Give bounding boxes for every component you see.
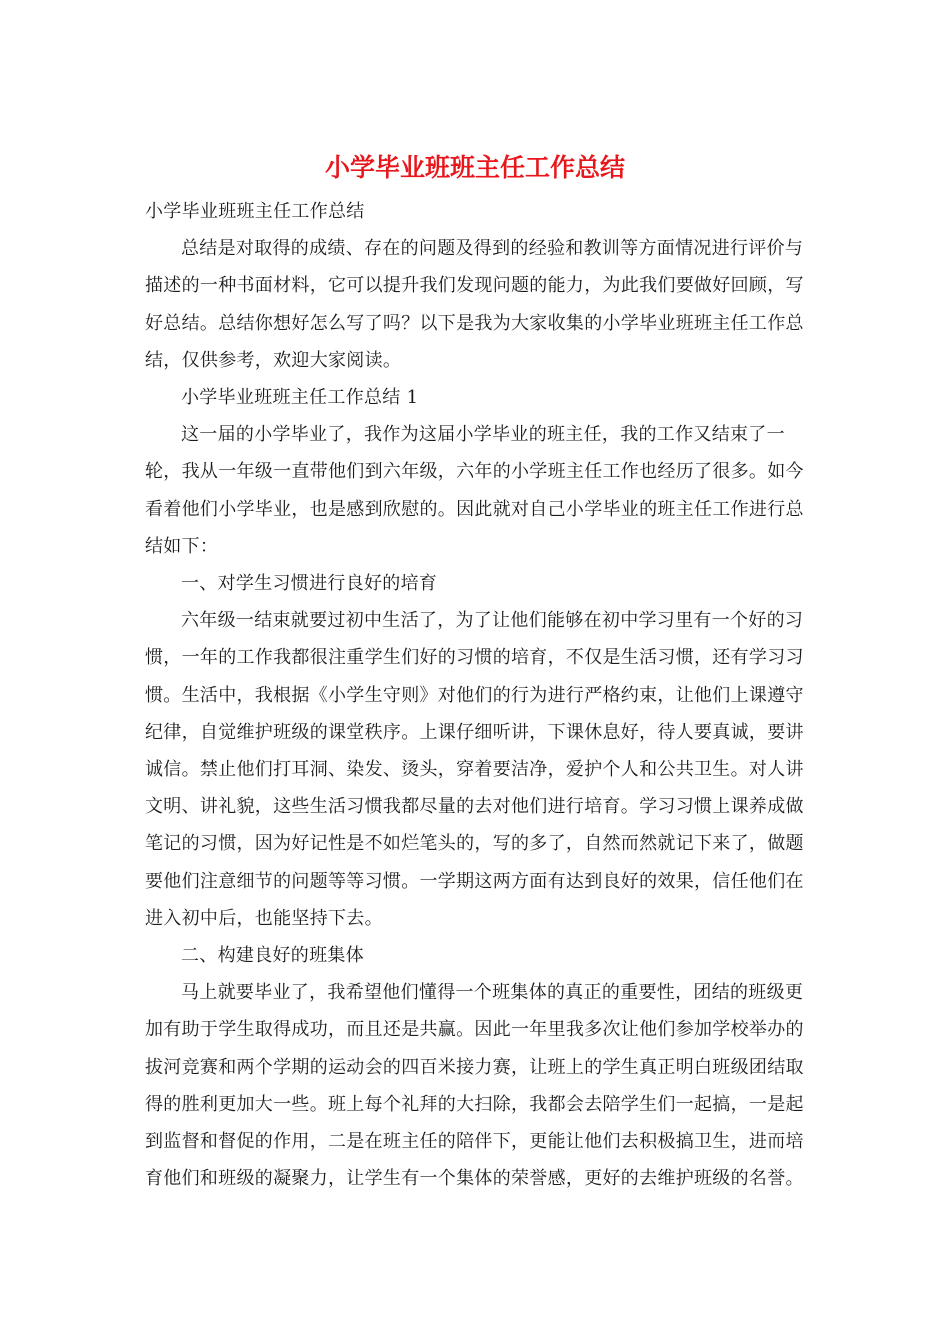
section-heading-1: 小学毕业班班主任工作总结 1 xyxy=(181,387,419,409)
document-title: 小学毕业班班主任工作总结 xyxy=(324,153,625,182)
subsection-heading-2: 二、构建良好的班集体 xyxy=(181,945,364,967)
body-paragraph-intro: 总结是对取得的成绩、存在的问题及得到的经验和教训等方面情况进行评价与描述的一种书面材料，它可以提升我们发现问题的能力，为此我们要做好回顾，写好总结。总结你想好怎么写了吗？以下是我为大家收集的小学毕业班班主任工作总结，仅供参考，欢迎大家阅读。 xyxy=(145,238,804,371)
body-paragraph: 六年级一结束就要过初中生活了，为了让他们能够在初中学习里有一个好的习惯，一年的工作我都很注重学生们好的习惯的培育，不仅是生活习惯，还有学习习惯。生活中，我根据《小学生守则》对他们的行为进行严格约束，让他们上课遵守纪律，自觉维护班级的课堂秩序。上课仔细听讲，下课休息好，待人要真诚，要讲诚信。禁止他们打耳洞、染发、烫头，穿着要洁净，爱护个人和公共卫生。对人讲文明、讲礼貌，这些生活习惯我都尽量的去对他们进行培育。学习习惯上课养成做笔记的习惯，因为好记性是不如烂笔头的，写的多了，自然而然就记下来了，做题要他们注意细节的问题等等习惯。一学期这两方面有达到良好的效果，信任他们在进入初中后，也能坚持下去。 xyxy=(145,610,804,929)
document-body xyxy=(145,193,810,1197)
body-heading: 小学毕业班班主任工作总结 xyxy=(145,201,365,222)
body-paragraph: 这一届的小学毕业了，我作为这届小学毕业的班主任，我的工作又结束了一轮，我从一年级一直带他们到六年级，六年的小学班主任工作也经历了很多。如今看着他们小学毕业，也是感到欣慰的。因此就对自己小学毕业的班主任工作进行总结如下： xyxy=(145,424,804,557)
body-paragraph: 马上就要毕业了，我希望他们懂得一个班集体的真正的重要性，团结的班级更加有助于学生取得成功，而且还是共赢。因此一年里我多次让他们参加学校举办的拔河竞赛和两个学期的运动会的四百米接力赛，让班上的学生真正明白班级团结取得的胜利更加大一些。班上每个礼拜的大扫除，我都会去陪学生们一起搞，一是起到监督和督促的作用，二是在班主任的陪伴下，更能让他们去积极搞卫生，进而培育他们和班级的凝聚力，让学生有一个集体的荣誉感，更好的去维护班级的名誉。 xyxy=(145,982,804,1190)
subsection-heading-1: 一、对学生习惯进行良好的培育 xyxy=(181,573,438,595)
